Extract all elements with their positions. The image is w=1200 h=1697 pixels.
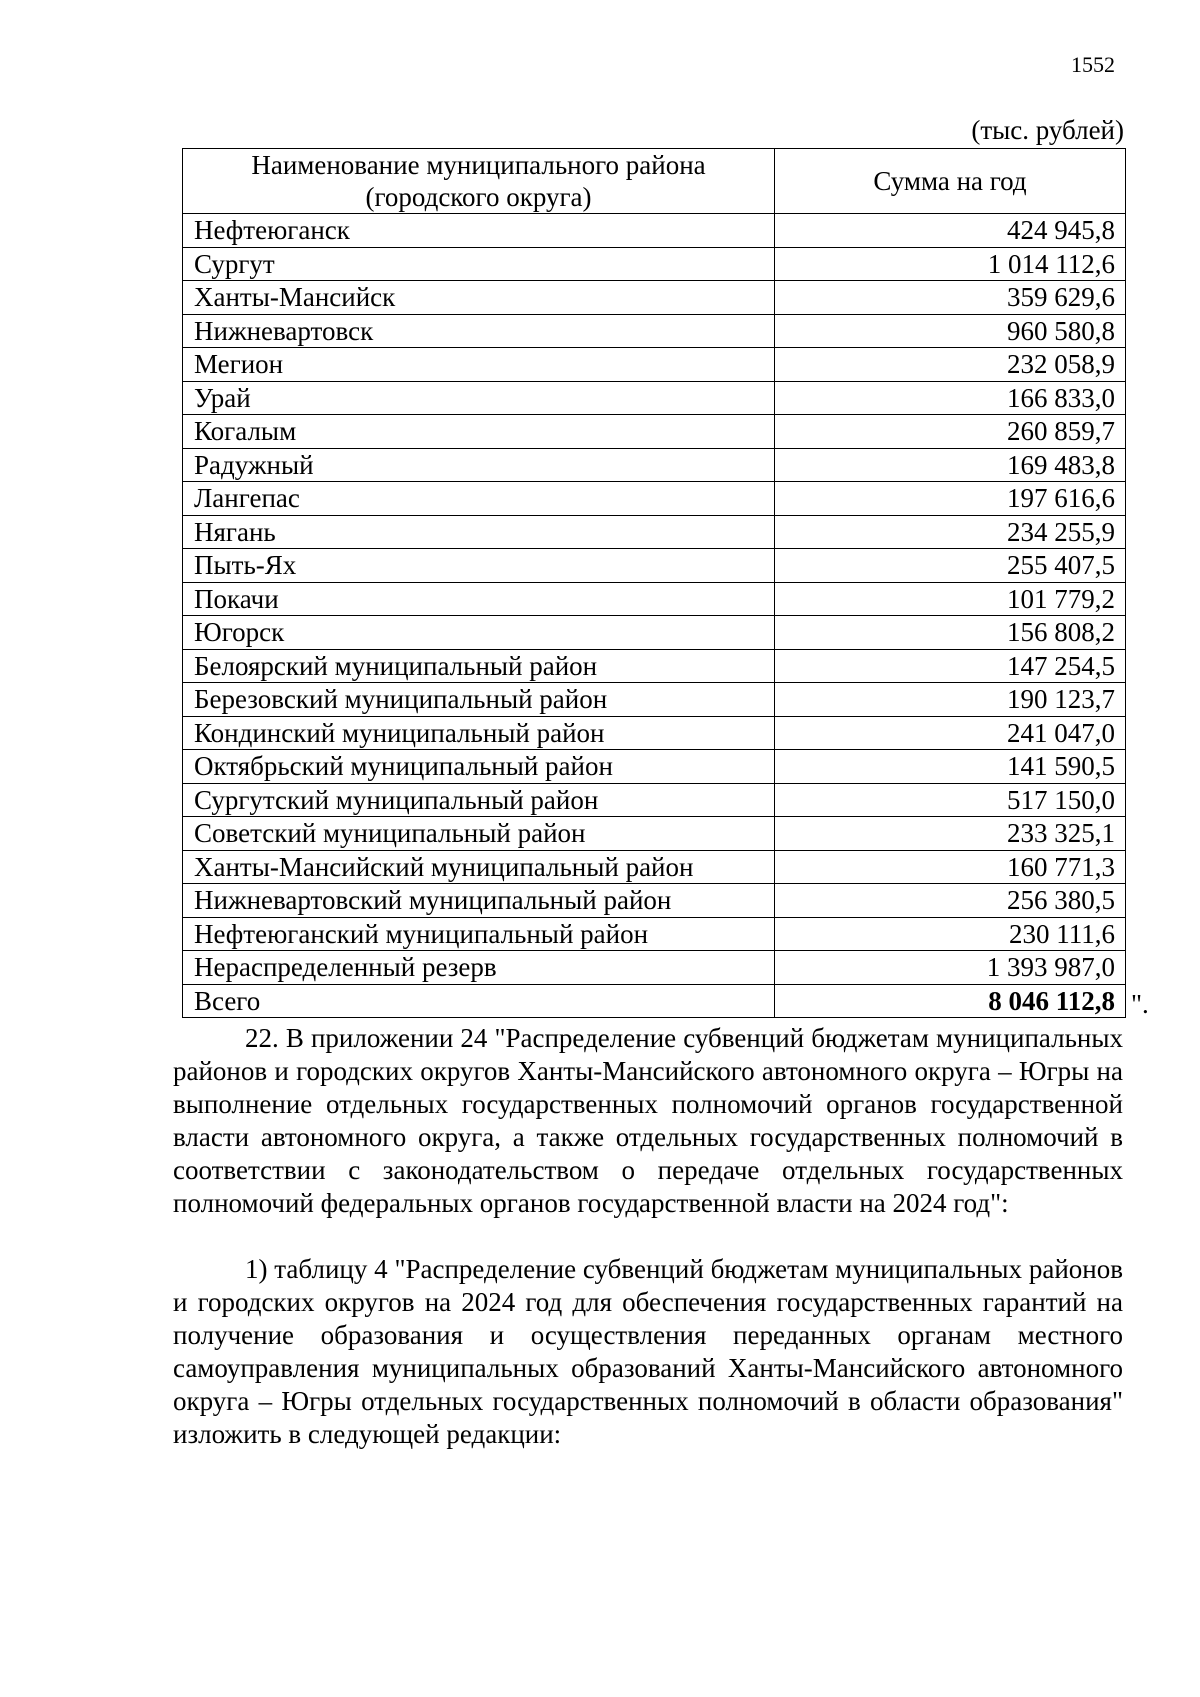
table-row (183, 683, 1126, 717)
row-sum: 234 255,9 (775, 515, 1126, 549)
table-row (183, 381, 1126, 415)
row-sum: 232 058,9 (775, 348, 1126, 382)
row-sum: 241 047,0 (775, 716, 1126, 750)
table-row (183, 281, 1126, 315)
row-name: Мегион (183, 348, 775, 382)
row-sum: 233 325,1 (775, 817, 1126, 851)
row-name: Кондинский муниципальный район (183, 716, 775, 750)
page-number: 1552 (1071, 52, 1115, 77)
total-label: Всего (183, 984, 775, 1018)
row-name: Покачи (183, 582, 775, 616)
table-body (183, 214, 1126, 1018)
row-sum: 147 254,5 (775, 649, 1126, 683)
table-row (183, 616, 1126, 650)
row-sum: 960 580,8 (775, 314, 1126, 348)
table-row (183, 582, 1126, 616)
row-sum: 101 779,2 (775, 582, 1126, 616)
budget-table (182, 148, 1126, 1018)
row-name: Белоярский муниципальный район (183, 649, 775, 683)
table-row (183, 783, 1126, 817)
table-row (183, 716, 1126, 750)
table-row (183, 415, 1126, 449)
row-name: Ханты-Мансийский муниципальный район (183, 850, 775, 884)
table-row (183, 314, 1126, 348)
table-row (183, 917, 1126, 951)
row-sum: 160 771,3 (775, 850, 1126, 884)
row-sum: 256 380,5 (775, 884, 1126, 918)
table-row (183, 214, 1126, 248)
row-sum: 190 123,7 (775, 683, 1126, 717)
table-row (183, 850, 1126, 884)
header-name: Наименование муниципального района (городского округа) (183, 149, 775, 214)
total-sum: 8 046 112,8 (775, 984, 1126, 1018)
row-name: Ханты-Мансийск (183, 281, 775, 315)
row-name: Когалым (183, 415, 775, 449)
header-sum: Сумма на год (775, 149, 1126, 214)
closing-quote: ". (1131, 989, 1149, 1019)
table-row (183, 750, 1126, 784)
table-row (183, 448, 1126, 482)
row-sum: 230 111,6 (775, 917, 1126, 951)
row-name: Нягань (183, 515, 775, 549)
paragraph-item-22: 22. В приложении 24 "Распределение субвенций бюджетам муниципальных районов и городских округов Ханты-Мансийского автономного округа – Югры на выполнение отдельных государственных полномочий органов государственной власти автономного округа, а также отдельных государственных полномочий в соответствии с законодательством о передаче отдельных государственных полномочий федеральных органов государственной власти на 2024 год": (173, 1023, 1123, 1218)
row-name: Сургутский муниципальный район (183, 783, 775, 817)
row-sum: 255 407,5 (775, 549, 1126, 583)
row-name: Советский муниципальный район (183, 817, 775, 851)
row-sum: 169 483,8 (775, 448, 1126, 482)
row-name: Нераспределенный резерв (183, 951, 775, 985)
table-header-row (183, 149, 1126, 214)
row-sum: 424 945,8 (775, 214, 1126, 248)
row-name: Березовский муниципальный район (183, 683, 775, 717)
table-row (183, 884, 1126, 918)
table-row (183, 247, 1126, 281)
row-name: Сургут (183, 247, 775, 281)
row-name: Пыть-Ях (183, 549, 775, 583)
table-total-row (183, 984, 1126, 1018)
row-name: Нефтеюганский муниципальный район (183, 917, 775, 951)
row-name: Урай (183, 381, 775, 415)
table-row (183, 951, 1126, 985)
row-name: Октябрьский муниципальный район (183, 750, 775, 784)
table-row (183, 482, 1126, 516)
row-name: Нижневартовский муниципальный район (183, 884, 775, 918)
row-name: Югорск (183, 616, 775, 650)
row-name: Нижневартовск (183, 314, 775, 348)
row-name: Радужный (183, 448, 775, 482)
table-row (183, 549, 1126, 583)
table-row (183, 649, 1126, 683)
row-sum: 156 808,2 (775, 616, 1126, 650)
row-sum: 197 616,6 (775, 482, 1126, 516)
row-sum: 260 859,7 (775, 415, 1126, 449)
row-sum: 166 833,0 (775, 381, 1126, 415)
table-row (183, 348, 1126, 382)
row-name: Лангепас (183, 482, 775, 516)
table-row (183, 515, 1126, 549)
row-sum: 359 629,6 (775, 281, 1126, 315)
units-label: (тыс. рублей) (971, 115, 1124, 145)
paragraph-item-1: 1) таблицу 4 "Распределение субвенций бюджетам муниципальных районов и городских округов на 2024 год для обеспечения государственных гарантий на получение образования и осуществления переданных органам местного самоуправления муниципальных образований Ханты-Мансийского автономного округа – Югры отдельных государственных полномочий в области образования" изложить в следующей редакции: (173, 1254, 1123, 1449)
row-sum: 1 393 987,0 (775, 951, 1126, 985)
row-sum: 1 014 112,6 (775, 247, 1126, 281)
row-name: Нефтеюганск (183, 214, 775, 248)
row-sum: 517 150,0 (775, 783, 1126, 817)
row-sum: 141 590,5 (775, 750, 1126, 784)
table-row (183, 817, 1126, 851)
